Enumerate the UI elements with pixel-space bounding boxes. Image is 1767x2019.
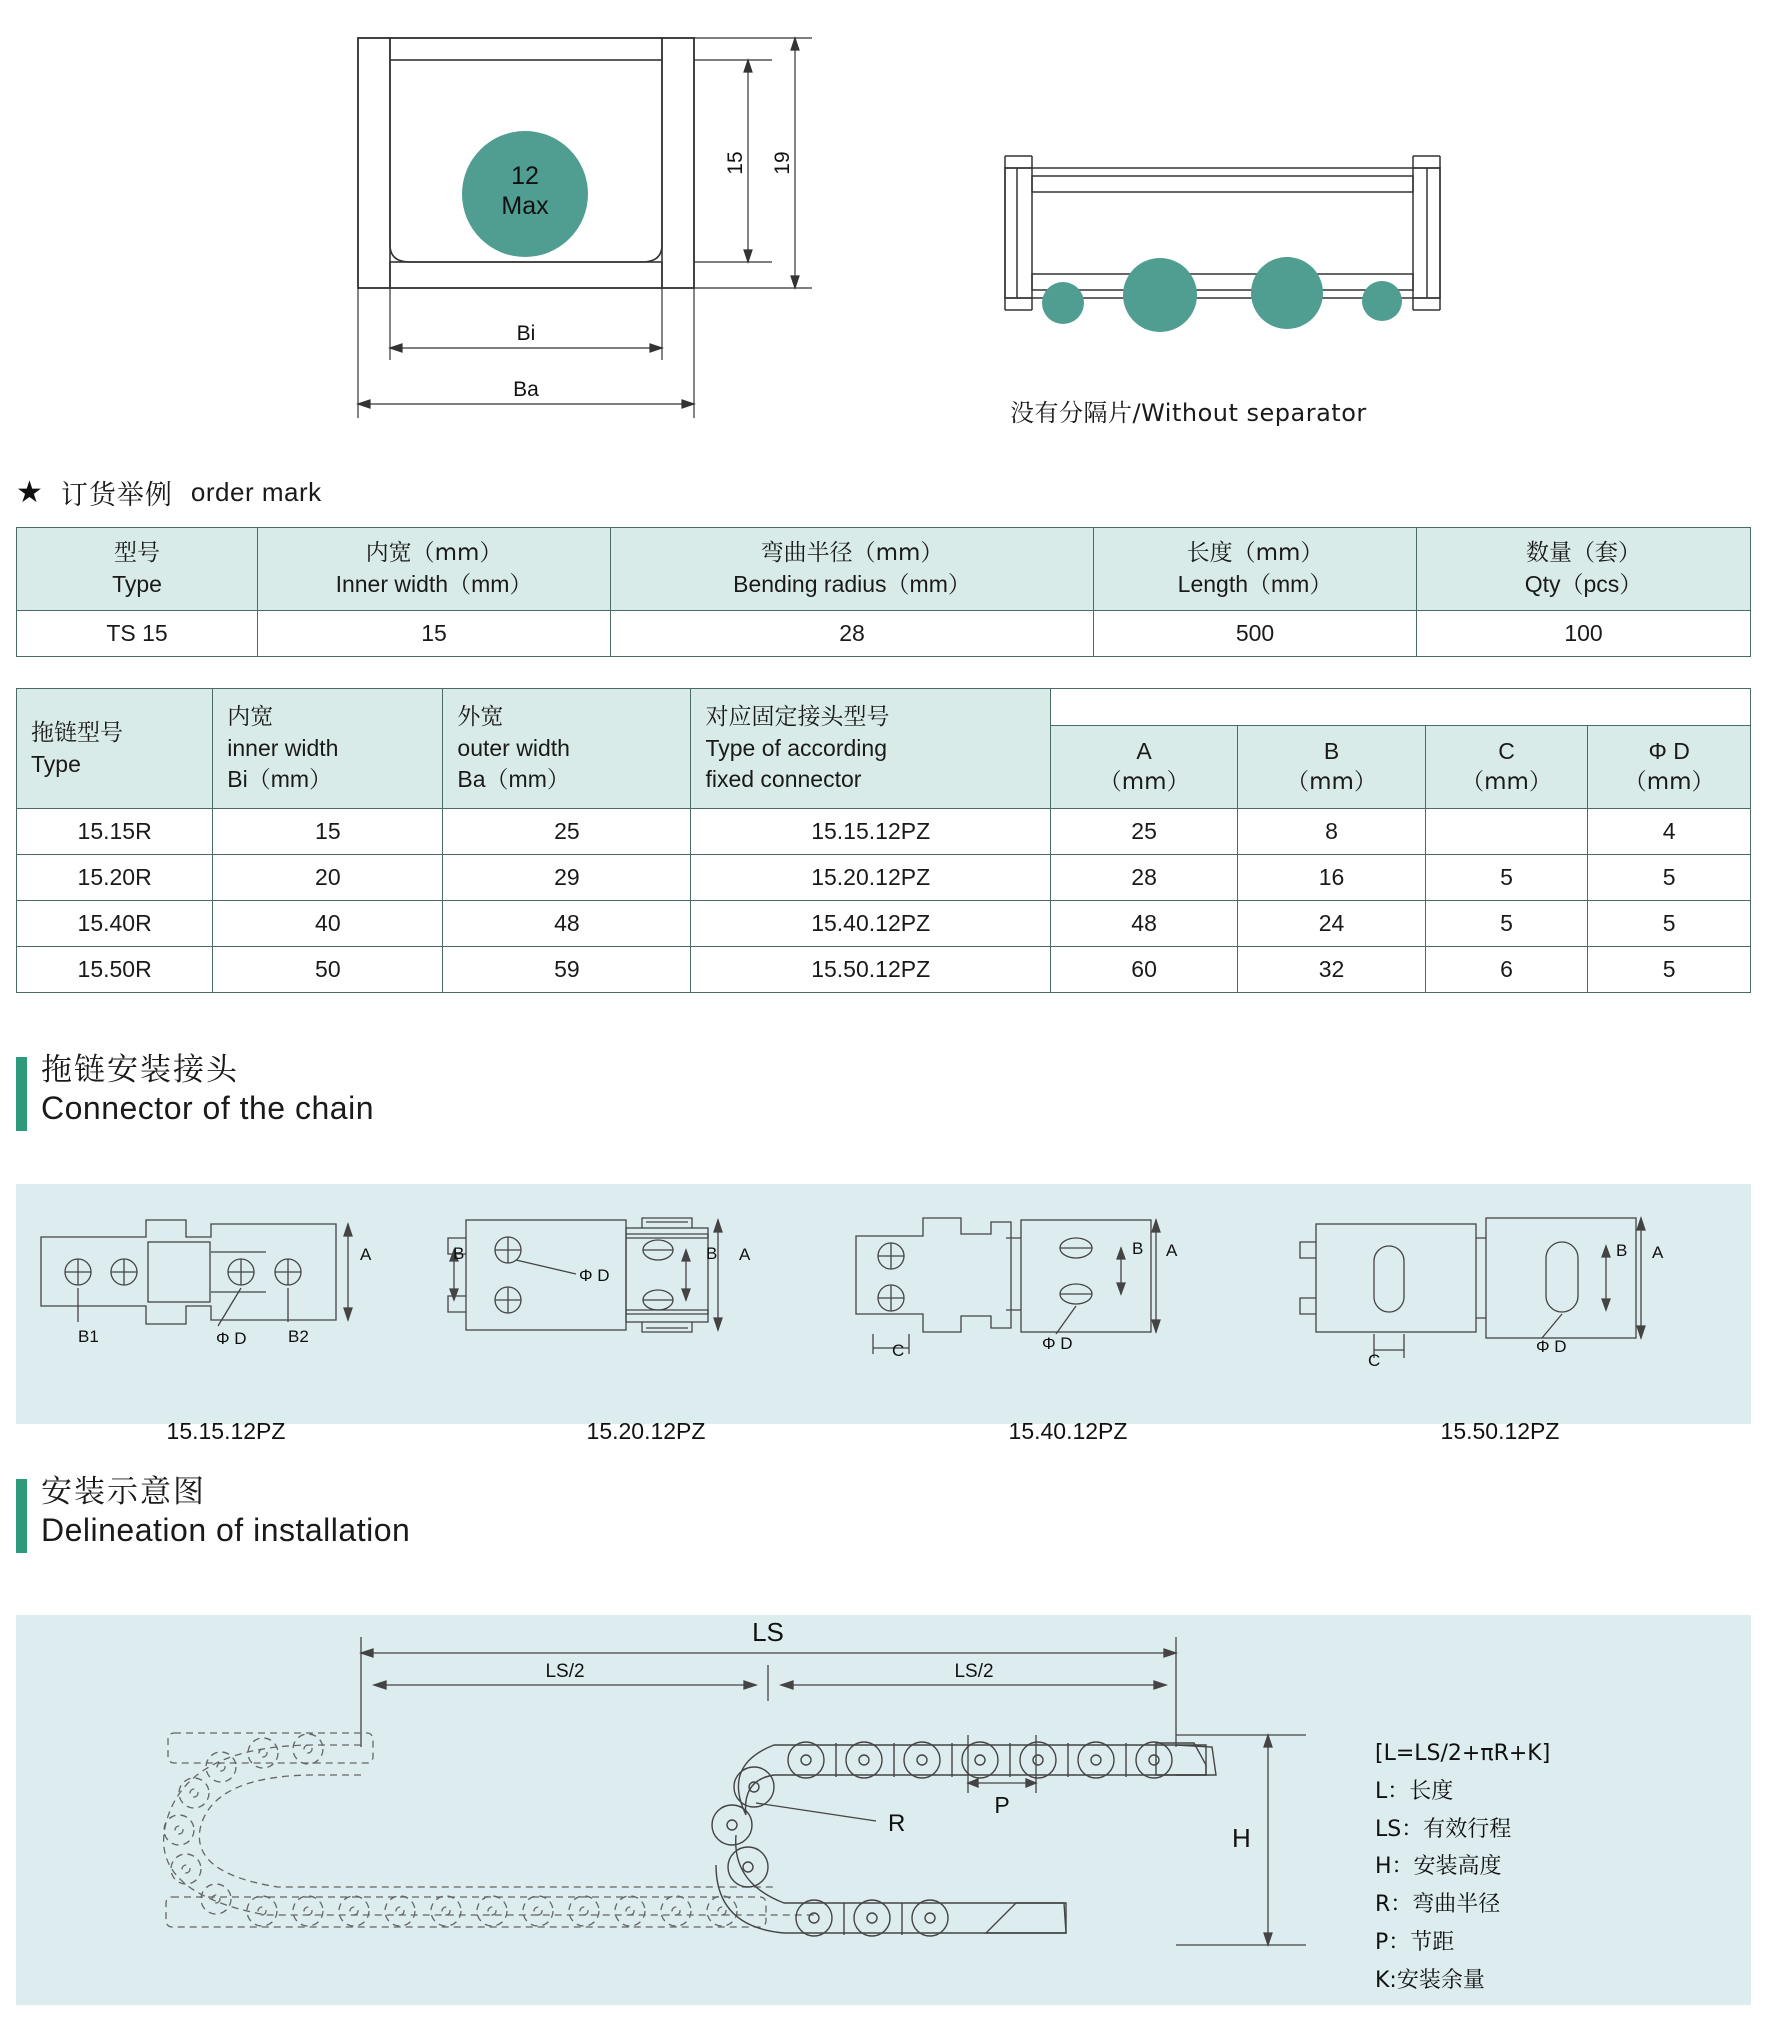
order-header-qty-cn: 数量（套） [1526,540,1641,566]
order-mark-title-cn: 订货举例 [60,480,173,511]
spec-header-connector-en2: fixed connector [705,766,862,793]
spec-r0-connector: 15.15.12PZ [691,809,1050,855]
hole-label-1: 12 [511,162,539,190]
spec-r1-type: 15.20R [17,855,213,901]
callout-a-3: A [1166,1241,1178,1260]
legend-line-5: P：节距 [1375,1930,1455,1956]
spec-r3-a: 60 [1050,947,1237,993]
spec-r3-outer: 59 [443,947,691,993]
spec-r1-connector: 15.20.12PZ [691,855,1050,901]
spec-header-inner-en2: Bi（mm） [227,766,333,793]
dim-ls-half-1: LS/2 [545,1661,585,1682]
callout-b-4: B [1616,1241,1628,1260]
section-heading-connector [16,1053,374,1131]
dim-inner-height: 15 [724,151,747,175]
spec-r0-c [1425,809,1588,855]
table-row [17,855,1751,901]
callout-d-1: Φ D [216,1329,247,1348]
table-row [17,611,1751,657]
spec-header-connector-cn: 对应固定接头型号 [705,703,890,730]
order-header-type-cn: 型号 [114,540,160,566]
specification-table [16,688,1751,993]
callout-d-3: Φ D [1042,1334,1073,1353]
spec-r2-c: 5 [1425,901,1588,947]
legend-line-2: LS：有效行程 [1375,1816,1512,1842]
order-header-length-cn: 长度（mm） [1186,540,1324,566]
dim-h: H [1232,1823,1251,1853]
installation-legend [1375,1735,1550,2000]
order-header-inner-cn: 内宽（mm） [365,540,503,566]
callout-b2: B2 [288,1327,309,1346]
spec-header-outer-cn: 外宽 [457,703,504,730]
section-accent-bar-2 [16,1479,27,1553]
callout-b1: B1 [78,1327,99,1346]
connector-label-2: 15.20.12PZ [586,1418,706,1444]
star-icon: ★ [16,475,43,509]
spec-header-d-1: Φ D [1648,738,1690,764]
spec-header-b-2: （mm） [1286,769,1377,796]
connector-label-1: 15.15.12PZ [166,1418,286,1444]
order-mark-title-en: order mark [190,477,322,507]
callout-b-2b: B [706,1244,718,1263]
spec-header-c-1: C [1498,738,1515,764]
order-mark-heading [16,473,322,512]
spec-header-inner-cn: 内宽 [227,703,274,730]
order-value-radius: 28 [611,611,1094,657]
order-value-qty: 100 [1417,611,1751,657]
hole-label-2: Max [501,192,549,220]
order-value-inner: 15 [258,611,611,657]
spec-header-type-en: Type [31,750,81,777]
spec-r3-c: 6 [1425,947,1588,993]
spec-r2-d: 5 [1588,901,1751,947]
spec-header-outer-en1: outer width [457,735,570,762]
section-connector-title-cn: 拖链安装接头 [41,1052,239,1088]
spec-header-type-cn: 拖链型号 [31,719,123,746]
callout-d-2: Φ D [579,1266,610,1285]
spec-r3-connector: 15.50.12PZ [691,947,1050,993]
spec-r0-inner: 15 [213,809,443,855]
dim-ls-half-2: LS/2 [954,1661,994,1682]
legend-line-3: H：安装高度 [1375,1854,1502,1880]
dim-r: R [888,1810,906,1837]
dim-p: P [994,1792,1010,1818]
table-row [17,947,1751,993]
spec-r1-a: 28 [1050,855,1237,901]
spec-r1-outer: 29 [443,855,691,901]
order-value-type: TS 15 [17,611,258,657]
spec-header-connector-en1: Type of according [705,735,887,762]
callout-b-3: B [1132,1239,1144,1258]
spec-header-inner-en1: inner width [227,735,339,762]
legend-line-1: L：长度 [1375,1778,1454,1804]
section-install-title-cn: 安装示意图 [41,1474,206,1510]
callout-a-1: A [360,1245,372,1264]
section-accent-bar [16,1057,27,1131]
callout-c-4: C [1368,1351,1381,1370]
spec-r3-type: 15.50R [17,947,213,993]
callout-d-4: Φ D [1536,1337,1567,1356]
spec-r1-inner: 20 [213,855,443,901]
table-row [17,809,1751,855]
spec-header-a-2: （mm） [1098,769,1190,796]
spec-header-d-2: （mm） [1623,769,1715,796]
spec-r1-d: 5 [1588,855,1751,901]
callout-c-3: C [892,1341,905,1360]
spec-r0-outer: 25 [443,809,691,855]
section-heading-install [16,1475,410,1553]
dim-outer-width: Ba [513,378,539,401]
spec-header-outer-en2: Ba（mm） [457,766,570,793]
table-header-row [17,528,1751,611]
order-header-type-en: Type [112,571,162,598]
spec-r1-b: 16 [1238,855,1425,901]
dim-outer-height: 19 [771,151,794,175]
order-header-radius-en: Bending radius（mm） [733,571,971,598]
connector-drawings-panel [16,1184,1751,1424]
spec-header-b-1: B [1323,738,1340,764]
table-row [17,901,1751,947]
callout-a-2: A [739,1245,751,1264]
spec-r2-b: 24 [1238,901,1425,947]
spec-r2-outer: 48 [443,901,691,947]
dim-inner-width: Bi [516,322,536,345]
order-header-radius-cn: 弯曲半径（mm） [760,540,944,566]
spec-r0-d: 4 [1588,809,1751,855]
spec-r0-a: 25 [1050,809,1237,855]
spec-header-a-1: A [1136,738,1152,764]
order-value-length: 500 [1094,611,1417,657]
spec-header-blank [1050,689,1750,726]
spec-r2-connector: 15.40.12PZ [691,901,1050,947]
spec-header-c-2: （mm） [1461,769,1552,796]
spec-r3-d: 5 [1588,947,1751,993]
connector-drawings [16,1184,1751,1424]
legend-line-0: [L=LS/2+πR+K] [1375,1741,1551,1766]
spec-r1-c: 5 [1425,855,1588,901]
table-header-row [17,689,1751,726]
spec-r2-inner: 40 [213,901,443,947]
spec-r3-b: 32 [1238,947,1425,993]
dim-ls: LS [752,1617,784,1647]
cross-section-drawings [0,0,1767,455]
connector-label-4: 15.50.12PZ [1440,1418,1560,1444]
legend-line-6: K:安装余量 [1375,1967,1485,1993]
spec-r0-type: 15.15R [17,809,213,855]
order-header-length-en: Length（mm） [1177,571,1333,598]
legend-line-4: R：弯曲半径 [1375,1892,1501,1918]
spec-r3-inner: 50 [213,947,443,993]
order-header-qty-en: Qty（pcs） [1524,571,1643,598]
section-install-title-en: Delineation of installation [41,1511,411,1548]
section-connector-title-en: Connector of the chain [41,1089,374,1126]
spec-r2-type: 15.40R [17,901,213,947]
spec-r0-b: 8 [1238,809,1425,855]
order-header-inner-en: Inner width（mm） [335,571,533,598]
callout-a-4: A [1652,1243,1664,1262]
order-example-table [16,527,1751,657]
separator-caption: 没有分隔片/Without separator [1010,399,1367,427]
callout-b-2: B [453,1244,465,1263]
connector-label-3: 15.40.12PZ [1008,1418,1128,1444]
spec-r2-a: 48 [1050,901,1237,947]
